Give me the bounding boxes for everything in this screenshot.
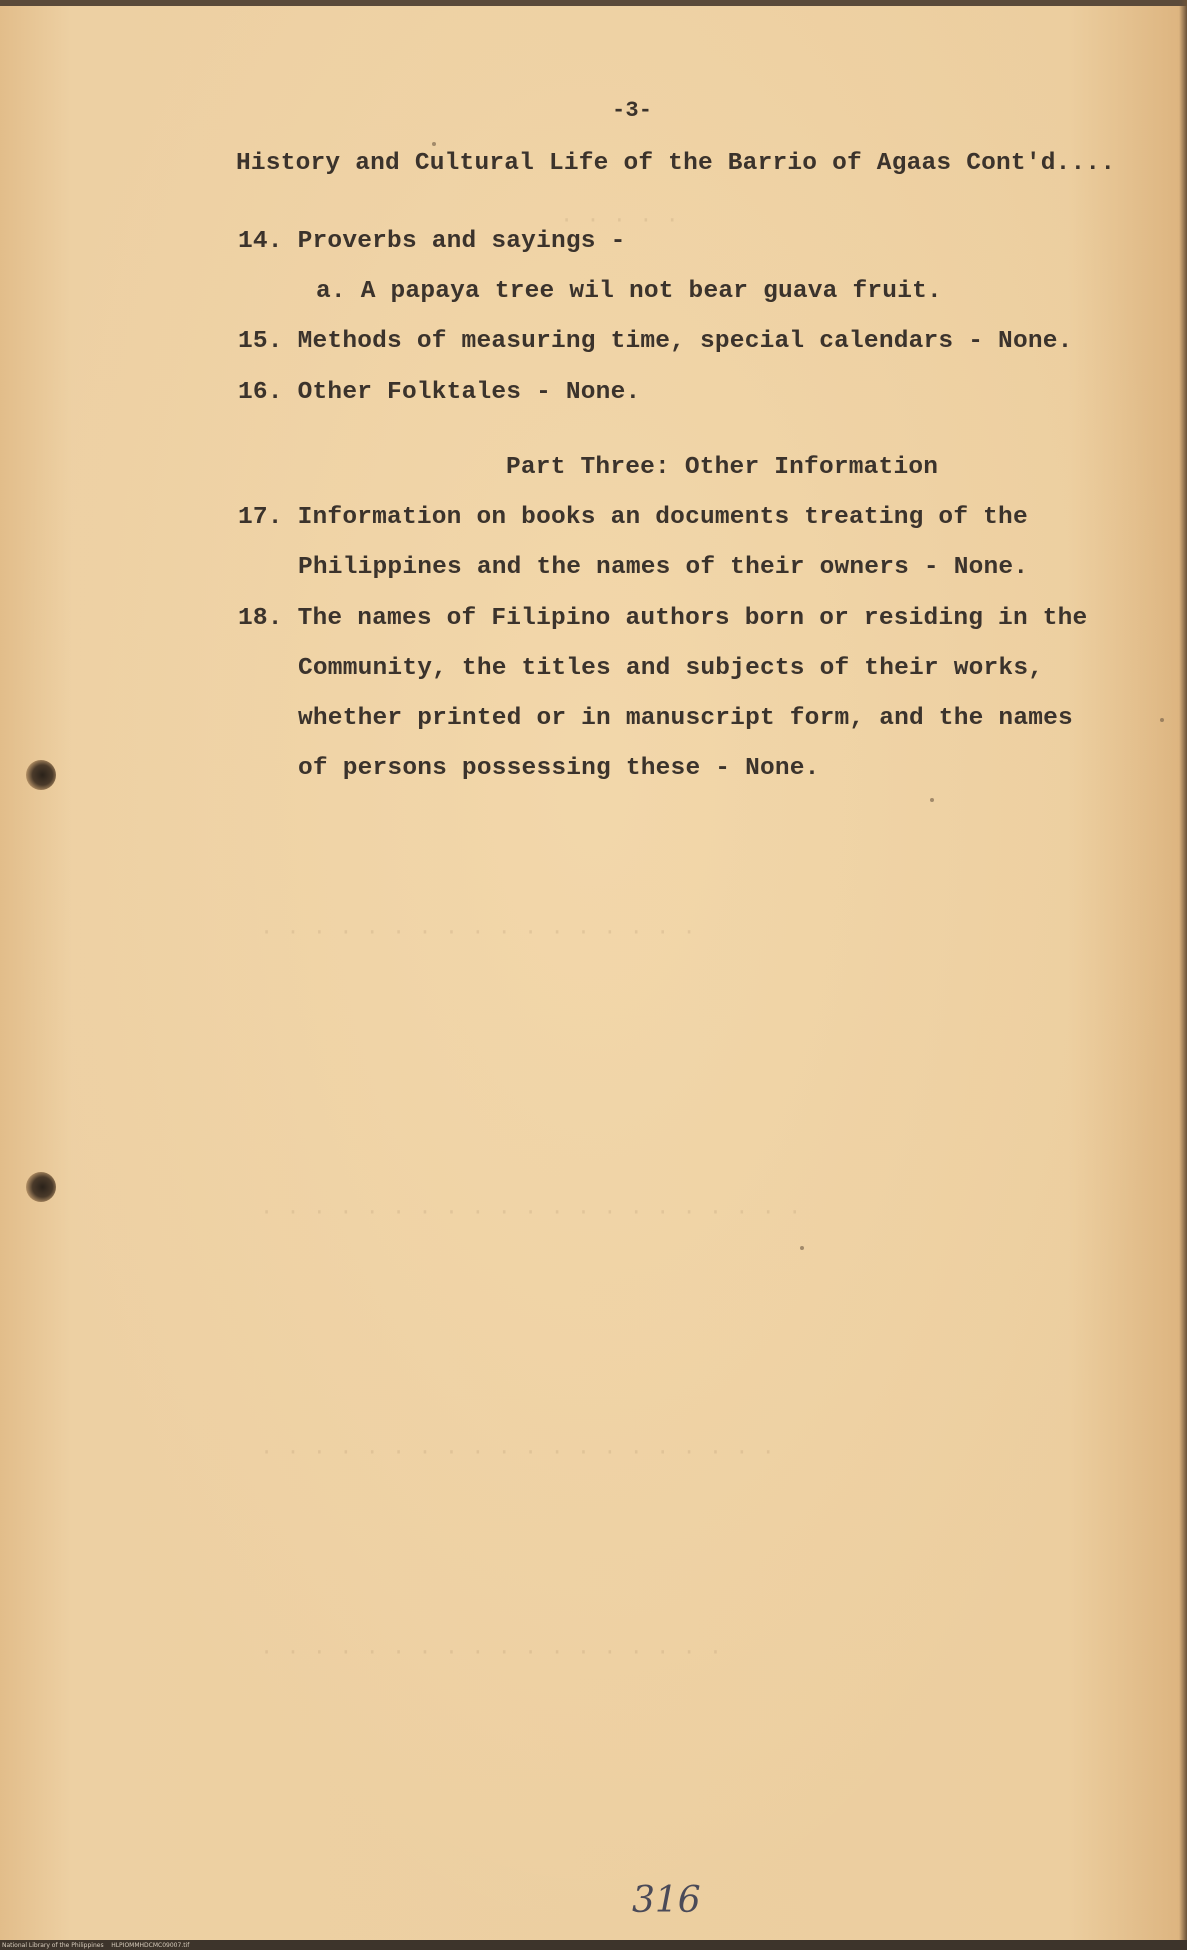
speck <box>930 798 934 802</box>
scan-top-edge <box>0 0 1187 6</box>
item-text: Other Folktales - None. <box>297 379 641 406</box>
speck <box>432 142 436 146</box>
item-14a: a. A papaya tree wil not bear guava fruit. <box>316 278 942 305</box>
item-number: 16. <box>238 379 283 406</box>
item-17-line-2: Philippines and the names of their owners - None. <box>298 554 1029 581</box>
item-18 <box>238 605 1087 632</box>
item-18-line-4: of persons possessing these - None. <box>298 755 820 782</box>
item-text: Proverbs and sayings - <box>297 228 626 255</box>
item-number: 14. <box>238 228 283 255</box>
handwritten-folio-number: 316 <box>632 1880 701 1921</box>
item-number: 18. <box>238 605 283 632</box>
item-18-line-3: whether printed or in manuscript form, and the names <box>298 705 1073 732</box>
item-15 <box>238 328 1073 355</box>
show-through-text: · · · · · · · · · · · · · · · · · <box>260 920 696 945</box>
scan-right-edge <box>1179 0 1187 1950</box>
show-through-text: · · · · · <box>560 208 679 233</box>
document-title: History and Cultural Life of the Barrio of Agaas Cont'd.... <box>236 150 1116 177</box>
section-heading: Part Three: Other Information <box>506 454 939 481</box>
item-16 <box>238 379 640 406</box>
scan-footer-label: National Library of the Philippines HLPIOMMHDCMC09007.tif <box>2 1942 190 1949</box>
punch-hole-icon <box>26 760 56 790</box>
item-number: 15. <box>238 328 283 355</box>
item-text: Information on books an documents treating of the <box>297 504 1028 531</box>
item-text: Methods of measuring time, special calendars - None. <box>297 328 1073 355</box>
item-17 <box>238 504 1028 531</box>
item-14 <box>238 228 625 255</box>
item-18-line-2: Community, the titles and subjects of their works, <box>298 655 1044 682</box>
show-through-text: · · · · · · · · · · · · · · · · · · · · · <box>260 1200 802 1225</box>
punch-hole-icon <box>26 1172 56 1202</box>
item-number: 17. <box>238 504 283 531</box>
page-number: -3- <box>612 98 653 123</box>
speck <box>1160 718 1164 722</box>
show-through-text: · · · · · · · · · · · · · · · · · · · · <box>260 1440 775 1465</box>
speck <box>800 1246 804 1250</box>
show-through-text: · · · · · · · · · · · · · · · · · · <box>260 1640 723 1665</box>
item-text: The names of Filipino authors born or residing in the <box>297 605 1088 632</box>
